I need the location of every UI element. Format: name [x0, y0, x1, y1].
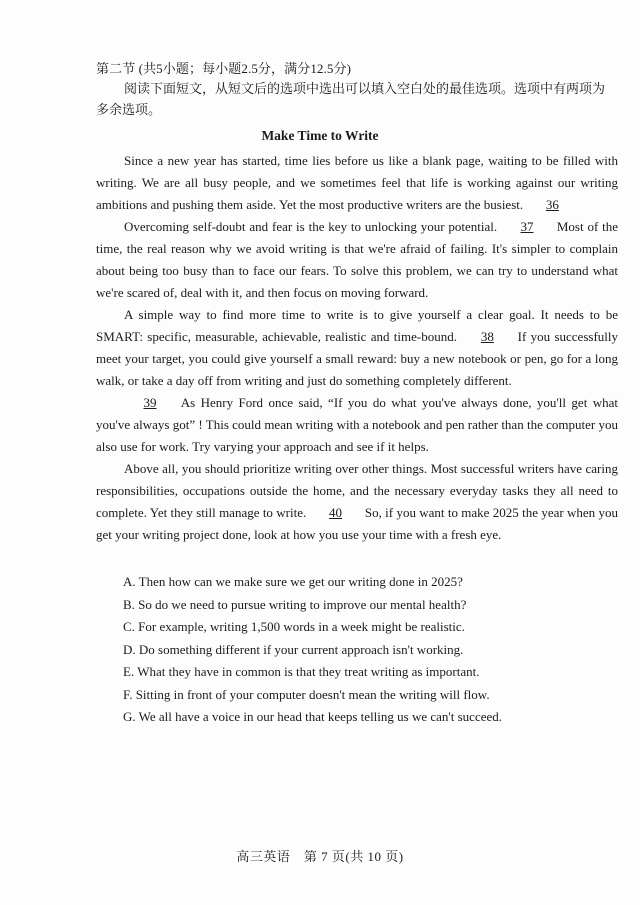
option-f: F. Sitting in front of your computer doesn't mean the writing will flow.: [123, 686, 490, 702]
page-footer: 高三英语 第 7 页(共 10 页): [236, 849, 404, 864]
passage: [96, 150, 618, 546]
passage-title: Make Time to Write: [261, 128, 379, 143]
option-g: G. We all have a voice in our head that keeps telling us we can't succeed.: [123, 709, 502, 724]
section-header: 第二节 (共5小题；每小题2.5分，满分12.5分): [96, 61, 352, 76]
paragraph-4-after: As Henry Ford once said, “If you do what you've always done, you'll get what you've always got” ! This could mean writing with a notebook and pen rather than the computer you also use for work. Try varying your approach and see if it helps.: [96, 395, 618, 454]
paragraph-2-before: Overcoming self-doubt and fear is the key to unlocking your potential.: [124, 219, 498, 234]
paragraph-3-after: If you successfully meet your target, you could give yourself a small reward: buy a new notebook or pen, go for a long walk, or take a day off from writing and just do something completely different.: [96, 329, 618, 388]
option-a: A. Then how can we make sure we get our writing done in 2025?: [123, 574, 463, 589]
paragraph-2-after: Most of the time, the real reason why we avoid writing is that we're afraid of failing. It's simpler to complain about being too busy than to face our fears. To solve this problem, we can try to understand what we're scared of, deal with it, and then focus on moving forward.: [96, 219, 619, 300]
blank-38: 38: [480, 329, 494, 344]
blank-36: 36: [545, 197, 559, 212]
blank-40: 40: [329, 505, 343, 520]
paragraph-5-after: So, if you want to make 2025 the year when you get your writing project done, look at how you use your time with a fresh eye.: [96, 505, 618, 542]
option-e: E. What they have in common is that they treat writing as important.: [123, 664, 480, 679]
instructions: 阅读下面短文，从短文后的选项中选出可以填入空白处的最佳选项。选项中有两项为多余选项。: [96, 81, 606, 117]
option-d: D. Do something different if your current approach isn't working.: [123, 641, 464, 657]
option-c: C. For example, writing 1,500 words in a week might be realistic.: [123, 619, 465, 634]
paragraph-1: [96, 150, 618, 216]
paragraph-1-before: Since a new year has started, time lies before us like a blank page, waiting to be filled with writing. We are all busy people, and we sometimes feel that life is working against our writing ambitions and pushing them aside. Yet the most productive writers are the busiest.: [96, 153, 618, 212]
paragraph-5-before: Above all, you should prioritize writing over other things. Most successful writers have caring responsibilities, occupations outside the home, and the necessary everyday tasks they all need to complete. Yet they still manage to write.: [96, 461, 618, 520]
blank-37: 37: [520, 219, 534, 234]
paragraph-4: [96, 392, 618, 458]
option-b: B. So do we need to pursue writing to improve our mental health?: [123, 596, 467, 612]
answer-options: [123, 571, 502, 729]
paragraph-3-before: A simple way to find more time to write is to give yourself a clear goal. It needs to be SMART: specific, measurable, achievable, realistic and time-bound.: [96, 307, 618, 344]
paragraph-2: [96, 216, 618, 304]
paragraph-5: [96, 458, 618, 546]
blank-39: 39: [143, 395, 157, 410]
paragraph-3: [96, 304, 618, 392]
